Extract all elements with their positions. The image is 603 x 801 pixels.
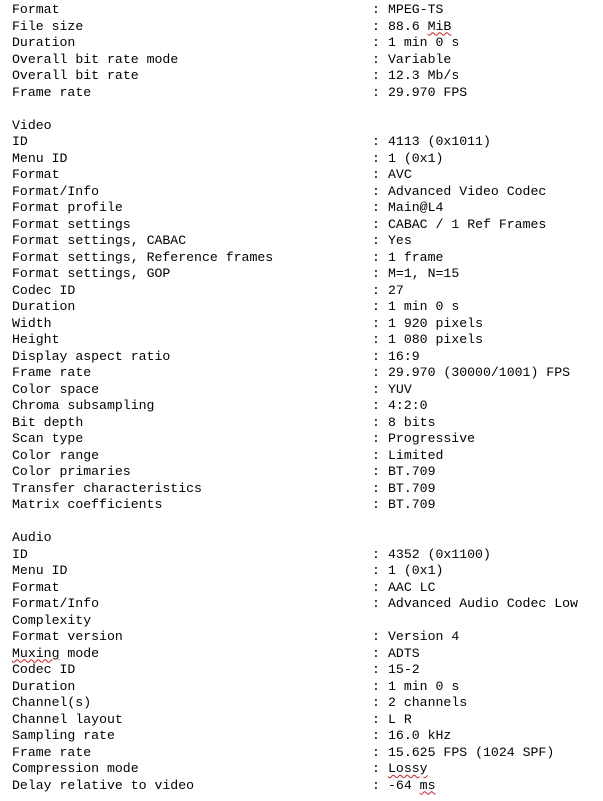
property-value: 27 [388,282,404,298]
property-label: Duration [12,678,76,694]
property-separator: : [372,134,380,149]
video-property-row [12,349,603,366]
property-separator: : [372,629,380,644]
property-value: M=1, N=15 [388,266,460,281]
property-value: 1 080 pixels [388,332,483,347]
property-separator: : [372,68,380,83]
property-label: Transfer characteristics [12,480,202,496]
property-label: Format [12,2,60,17]
property-separator: : [372,711,380,727]
property-value: -64 ms [388,777,436,793]
general-property-row [12,68,603,85]
property-separator: : [372,266,380,281]
general-section [12,2,603,101]
media-info-document [12,2,603,794]
property-separator: : [372,2,380,17]
audio-property-row [12,778,603,795]
property-separator: : [372,332,380,347]
property-label: Format settings, GOP [12,266,171,281]
video-property-row [12,365,603,382]
property-value: Advanced Audio Codec Low [388,596,578,611]
general-property-row [12,35,603,52]
property-value: YUV [388,381,412,397]
property-label: Duration [12,299,76,314]
property-label: Frame rate [12,84,92,100]
property-separator: : [372,282,380,298]
video-property-row [12,332,603,349]
property-label: Matrix coefficients [12,497,163,512]
video-property-row [12,431,603,448]
video-section-heading: Video [12,117,52,133]
property-value: 1 (0x1) [388,150,444,166]
video-property-row [12,497,603,514]
property-separator: : [372,348,380,364]
property-value: BT.709 [388,497,436,512]
property-label: Frame rate [12,744,92,760]
property-separator: : [372,381,380,397]
property-label: Format/Info [12,596,100,611]
property-separator: : [372,695,380,710]
property-value [388,761,428,778]
general-property-row [12,19,603,36]
property-value: AAC LC [388,579,436,595]
property-separator: : [372,777,380,793]
property-separator: : [372,398,380,413]
property-label: Bit depth [12,414,84,430]
property-separator: : [372,84,380,100]
property-separator: : [372,662,380,677]
property-label: Muxing mode [12,645,100,661]
property-separator: : [372,299,380,314]
property-label: Overall bit rate [12,68,139,83]
property-value: 1 920 pixels [388,315,483,331]
property-separator: : [372,150,380,166]
spellcheck-flagged-word: MiB [427,18,452,34]
audio-property-row [12,646,603,663]
audio-property-row [12,580,603,597]
video-property-row [12,217,603,234]
property-label: Menu ID [12,150,68,166]
video-property-row [12,233,603,250]
property-label: Width [12,315,52,331]
video-property-row [12,415,603,432]
blank-line [12,101,603,118]
video-property-row [12,266,603,283]
property-label: ID [12,546,28,562]
video-property-row [12,316,603,333]
property-value: 15.625 FPS (1024 SPF) [388,744,555,760]
property-label: Color range [12,447,100,463]
spellcheck-flagged-word: Lossy [388,761,428,776]
property-label: Codec ID [12,662,76,677]
property-value: 15-2 [388,662,420,677]
property-label: Format/Info [12,183,100,199]
general-property-row [12,2,603,19]
property-label: Color primaries [12,464,131,479]
property-separator: : [372,414,380,430]
property-separator: : [372,645,380,661]
property-separator: : [372,249,380,265]
property-separator: : [372,761,380,776]
property-separator: : [372,579,380,595]
property-value: Progressive [388,431,476,446]
property-value: 8 bits [388,414,436,430]
audio-section [12,547,603,795]
general-property-row [12,52,603,69]
property-value: 4:2:0 [388,398,428,413]
property-label: Channel layout [12,711,123,727]
audio-property-row [12,629,603,646]
property-separator: : [372,18,380,34]
property-value: Yes [388,233,412,248]
property-label: Format settings [12,216,131,232]
video-property-row [12,167,603,184]
property-separator: : [372,546,380,562]
property-separator: : [372,497,380,512]
property-value: 1 (0x1) [388,563,444,578]
video-property-row [12,448,603,465]
video-property-row [12,151,603,168]
property-separator: : [372,365,380,380]
property-separator: : [372,233,380,248]
property-label: Duration [12,35,76,50]
property-value: 29.970 FPS [388,84,468,100]
audio-property-row [12,712,603,729]
property-value: 1 min 0 s [388,35,460,50]
audio-property-row [12,745,603,762]
audio-property-row [12,679,603,696]
property-value: 16:9 [388,348,420,364]
spellcheck-flagged-word: ms [419,777,436,793]
video-property-row [12,382,603,399]
property-label: File size [12,18,84,34]
property-value: AVC [388,167,412,182]
audio-property-row [12,728,603,745]
property-value: MPEG-TS [388,2,444,17]
audio-property-row [12,613,603,630]
property-label: Format settings, Reference frames [12,249,274,265]
property-value: 88.6 MiB [388,18,452,34]
property-value: Main@L4 [388,200,444,215]
property-value: 2 channels [388,695,468,710]
video-property-row [12,398,603,415]
property-label: Format [12,579,60,595]
video-property-row [12,299,603,316]
property-label: Compression mode [12,761,139,776]
property-value: 1 min 0 s [388,299,460,314]
property-separator: : [372,183,380,199]
property-value: ADTS [388,645,420,661]
property-value: Advanced Video Codec [388,183,547,199]
video-property-row [12,464,603,481]
property-label: Format version [12,629,123,644]
property-label: Color space [12,381,100,397]
video-property-row [12,200,603,217]
audio-property-row [12,695,603,712]
property-label: Menu ID [12,563,68,578]
property-separator: : [372,563,380,578]
property-label: Format profile [12,200,123,215]
audio-property-row [12,547,603,564]
video-property-row [12,481,603,498]
property-label: Delay relative to video [12,777,195,793]
property-separator: : [372,744,380,760]
property-separator: : [372,51,380,67]
property-label: Chroma subsampling [12,398,155,413]
spellcheck-flagged-word: Muxing [12,645,60,661]
property-value: L R [388,711,412,727]
property-label: Display aspect ratio [12,348,171,364]
audio-property-row [12,596,603,613]
property-label: Codec ID [12,282,76,298]
property-separator: : [372,678,380,694]
audio-section-heading: Audio [12,530,52,545]
property-separator: : [372,480,380,496]
property-value: Limited [388,447,444,463]
property-separator: : [372,315,380,331]
video-property-row [12,283,603,300]
audio-property-row [12,761,603,778]
blank-line [12,514,603,531]
property-value: BT.709 [388,464,436,479]
property-label: Height [12,332,60,347]
property-separator: : [372,35,380,50]
property-separator: : [372,447,380,463]
property-separator: : [372,167,380,182]
property-value: Variable [388,51,452,67]
property-label: Scan type [12,431,84,446]
video-property-row [12,250,603,267]
property-separator: : [372,728,380,743]
video-section [12,134,603,514]
property-value: 1 min 0 s [388,678,460,694]
property-label: Complexity [12,612,92,628]
property-label: Format settings, CABAC [12,233,187,248]
property-separator: : [372,464,380,479]
property-label: ID [12,134,28,149]
property-label: Channel(s) [12,695,92,710]
video-property-row [12,134,603,151]
property-value: BT.709 [388,480,436,496]
property-value: 1 frame [388,249,444,265]
property-value: 12.3 Mb/s [388,68,460,83]
property-separator: : [372,216,380,232]
audio-property-row [12,662,603,679]
property-separator: : [372,596,380,611]
property-separator: : [372,431,380,446]
property-value: CABAC / 1 Ref Frames [388,216,547,232]
property-separator: : [372,200,380,215]
property-label: Format [12,167,60,182]
video-property-row [12,184,603,201]
property-label: Frame rate [12,365,92,380]
property-value: 16.0 kHz [388,728,452,743]
property-value: 4352 (0x1100) [388,546,491,562]
property-value: 4113 (0x1011) [388,134,491,149]
property-value: 29.970 (30000/1001) FPS [388,365,571,380]
property-value: Version 4 [388,629,460,644]
property-label: Sampling rate [12,728,115,743]
audio-property-row [12,563,603,580]
general-property-row [12,85,603,102]
property-label: Overall bit rate mode [12,51,179,67]
